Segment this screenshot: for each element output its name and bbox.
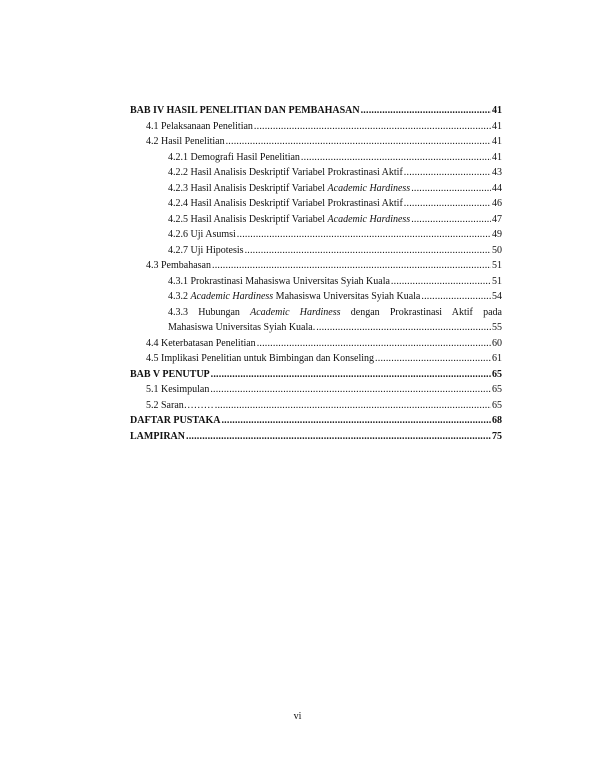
toc-entry-bab-iv[interactable]: [130, 103, 502, 119]
toc-entry-title: 4.1 Pelaksanaan Penelitian: [146, 120, 253, 132]
toc-entry-4-2-7[interactable]: [130, 243, 502, 259]
toc-entry-page: 55: [492, 322, 502, 333]
toc-entry-4-3-3[interactable]: [130, 305, 502, 336]
dot-leader: [210, 382, 491, 398]
toc-entry-page: 75: [492, 430, 502, 442]
dot-leader: [411, 212, 491, 228]
toc-entry-page: 54: [492, 291, 502, 302]
toc-entry-bab-v[interactable]: [130, 367, 502, 383]
toc-entry-title: 5.1 Kesimpulan: [146, 384, 210, 395]
dot-leader: [257, 336, 491, 352]
toc-entry-4-2-3[interactable]: [130, 181, 502, 197]
toc-entry-page: 44: [492, 182, 502, 194]
dot-leader: [237, 227, 491, 243]
toc-entry-5-2[interactable]: [130, 398, 502, 414]
dot-leader: [361, 103, 491, 119]
toc-entry-4-1[interactable]: [130, 119, 502, 135]
toc-entry-title-line1: 4.3.3 Hubungan Academic Hardiness dengan Prokrastinasi Aktif pada: [168, 306, 502, 318]
dot-leader: [391, 274, 491, 290]
toc-entry-title: 4.3 Pembahasan: [146, 260, 211, 271]
dot-leader: [404, 196, 491, 212]
toc-entry-4-5[interactable]: [130, 351, 502, 367]
toc-entry-page: 49: [492, 229, 502, 240]
dot-leader: [316, 320, 491, 336]
toc-entry-title-line2-row: [168, 320, 502, 336]
toc-entry-lampiran[interactable]: [130, 429, 502, 445]
toc-entry-page: 47: [492, 213, 502, 225]
toc-entry-page: 41: [492, 105, 502, 116]
toc-entry-page: 50: [492, 244, 502, 256]
dot-leader: [186, 429, 491, 445]
toc-entry-page: 65: [492, 399, 502, 411]
toc-entry-page: 41: [492, 120, 502, 132]
toc-entry-page: 41: [492, 136, 502, 147]
dot-leader: [404, 165, 491, 181]
toc-entry-title: 4.2.3 Hasil Analisis Deskriptif Variabel Academic Hardiness: [168, 182, 411, 194]
dot-leader: [254, 119, 491, 135]
toc-entry-page: 61: [492, 353, 502, 364]
toc-entry-title: 4.2.7 Uji Hipotesis: [168, 244, 244, 256]
toc-entry-title: DAFTAR PUSTAKA: [130, 415, 221, 426]
dot-leader: [375, 351, 491, 367]
toc-entry-title: 4.2.1 Demografi Hasil Penelitian: [168, 151, 300, 163]
toc-entry-4-3-2[interactable]: [130, 289, 502, 305]
toc-entry-page: 68: [492, 415, 502, 426]
toc-entry-page: 65: [492, 368, 502, 380]
toc-entry-4-2[interactable]: [130, 134, 502, 150]
toc-entry-title-line2: Mahasiswa Universitas Syiah Kuala.: [168, 322, 316, 333]
toc-entry-title: 4.2 Hasil Penelitian: [146, 136, 225, 147]
page-number: vi: [293, 711, 302, 722]
toc-entry-4-2-5[interactable]: [130, 212, 502, 228]
toc-entry-4-2-6[interactable]: [130, 227, 502, 243]
toc-entry-title: BAB V PENUTUP: [130, 368, 210, 380]
toc-entry-4-3[interactable]: [130, 258, 502, 274]
toc-entry-title: 4.2.5 Hasil Analisis Deskriptif Variabel Academic Hardiness: [168, 213, 411, 225]
toc-entry-page: 46: [492, 198, 502, 209]
dot-leader: [411, 181, 491, 197]
toc-entry-title: 4.2.4 Hasil Analisis Deskriptif Variabel Prokrastinasi Aktif: [168, 198, 403, 209]
toc-entry-title: 4.2.2 Hasil Analisis Deskriptif Variabel Prokrastinasi Aktif: [168, 167, 403, 178]
dot-leader: [245, 243, 491, 259]
toc-entry-daftar-pustaka[interactable]: [130, 413, 502, 429]
toc-entry-title: 4.5 Implikasi Penelitian untuk Bimbingan dan Konseling: [146, 353, 375, 364]
toc-entry-page: 65: [492, 384, 502, 395]
toc-entry-page: 51: [492, 260, 502, 271]
toc-entry-title: LAMPIRAN: [130, 430, 185, 442]
dot-leader: [211, 367, 491, 383]
toc-entry-title: 4.3.1 Prokrastinasi Mahasiswa Universitas Syiah Kuala: [168, 275, 390, 287]
dot-leader: [212, 258, 491, 274]
table-of-contents: [130, 103, 502, 444]
toc-entry-4-2-2[interactable]: [130, 165, 502, 181]
dot-leader: [221, 413, 491, 429]
dot-leader: [301, 150, 491, 166]
toc-entry-5-1[interactable]: [130, 382, 502, 398]
toc-entry-title: 4.3.2 Academic Hardiness Mahasiswa Universitas Syiah Kuala: [168, 291, 421, 302]
dot-leader: [421, 289, 491, 305]
toc-entry-title: 4.4 Keterbatasan Penelitian: [146, 337, 256, 349]
toc-entry-title: 5.2 Saran………: [146, 399, 214, 411]
toc-entry-page: 43: [492, 167, 502, 178]
dot-leader: [226, 134, 491, 150]
toc-entry-page: 41: [492, 151, 502, 163]
toc-entry-4-4[interactable]: [130, 336, 502, 352]
toc-entry-4-2-4[interactable]: [130, 196, 502, 212]
toc-entry-4-3-1[interactable]: [130, 274, 502, 290]
toc-entry-4-2-1[interactable]: [130, 150, 502, 166]
toc-entry-title: BAB IV HASIL PENELITIAN DAN PEMBAHASAN: [130, 105, 360, 116]
toc-entry-page: 60: [492, 337, 502, 349]
toc-entry-title: 4.2.6 Uji Asumsi: [168, 229, 236, 240]
dot-leader: [215, 398, 491, 414]
toc-entry-page: 51: [492, 275, 502, 287]
